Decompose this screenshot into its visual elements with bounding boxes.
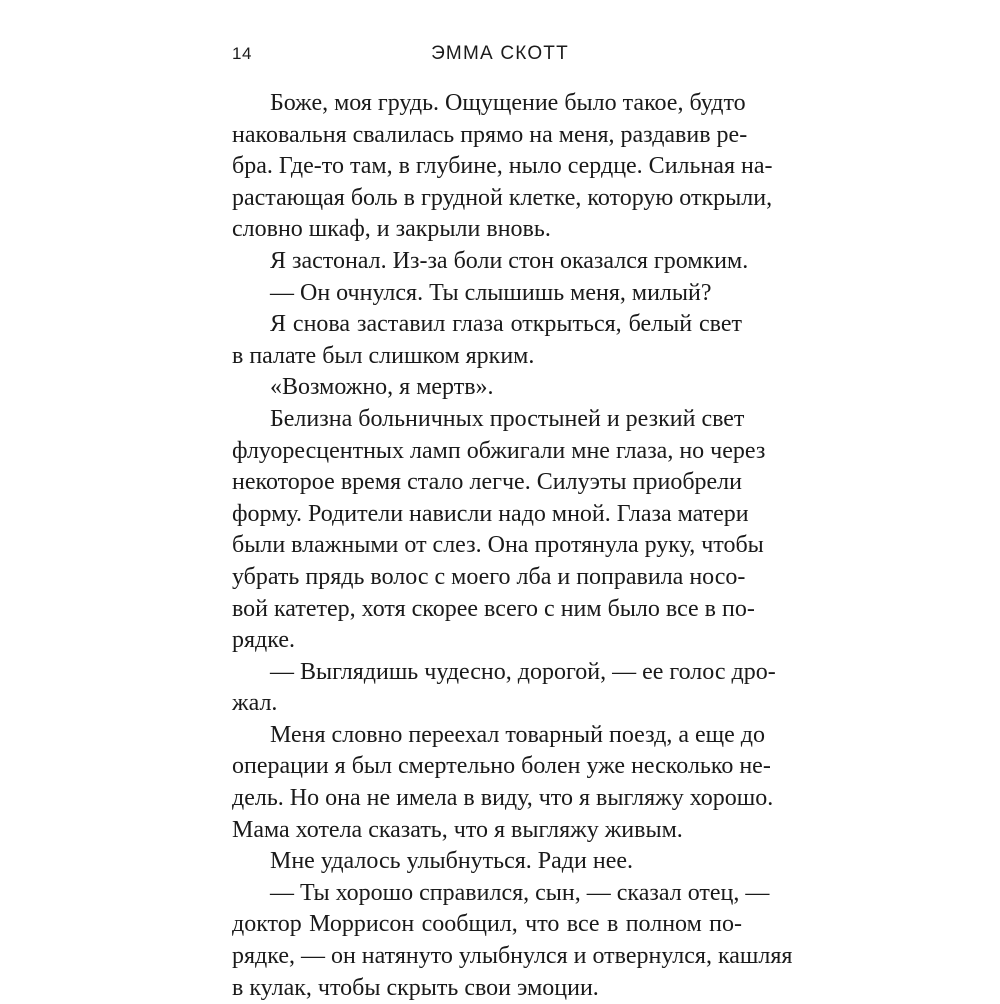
text-line: Я снова заставил глаза открыться, белый свет (270, 311, 742, 338)
text-line: рядке. (232, 627, 295, 654)
paragraph (232, 88, 773, 246)
text-line: убрать прядь волос с моего лба и поправила носо- (232, 563, 746, 590)
text-line: вой катетер, хотя скорее всего с ним было все в по- (232, 595, 755, 622)
text-line: в кулак, чтобы скрыть свои эмоции. (232, 974, 599, 1001)
body-text (232, 88, 793, 1004)
page-number: 14 (232, 44, 252, 63)
running-head: ЭММА СКОТТ (431, 43, 569, 64)
paragraph (232, 404, 766, 657)
paragraph (232, 720, 774, 846)
text-line: жал. (232, 690, 278, 717)
text-line: дель. Но она не имела в виду, что я выгляжу хорошо. (232, 785, 774, 812)
paragraph (232, 372, 742, 404)
text-line: Меня словно переехал товарный поезд, а еще до (270, 721, 766, 748)
text-line: Я застонал. Из-за боли стон оказался громким. (270, 247, 749, 274)
paragraph (232, 278, 742, 310)
text-line: — Ты хорошо справился, сын, — сказал отец, — (270, 879, 770, 906)
text-line: операции я был смертельно болен уже несколько не- (232, 753, 771, 780)
paragraph (232, 657, 776, 720)
text-line: рядке, — он натянуто улыбнулся и отвернулся, кашляя (232, 943, 793, 970)
text-line: наковальня свалилась прямо на меня, раздавив ре- (232, 121, 748, 148)
paragraph (232, 878, 793, 1004)
paragraph (232, 846, 742, 878)
text-line: бра. Где-то там, в глубине, ныло сердце. Сильная на- (232, 153, 773, 180)
text-line: в палате был слишком ярким. (232, 342, 535, 369)
text-line: «Возможно, я мертв». (270, 374, 494, 401)
text-line: растающая боль в грудной клетке, которую открыли, (232, 184, 773, 211)
text-line: некоторое время стало легче. Силуэты приобрели (232, 469, 742, 496)
text-line: Мне удалось улыбнуться. Ради нее. (270, 848, 633, 875)
text-line: Белизна больничных простыней и резкий свет (270, 405, 745, 432)
text-line: доктор Моррисон сообщил, что все в полном по- (232, 911, 742, 938)
text-line: форму. Родители нависли надо мной. Глаза матери (232, 500, 749, 527)
text-line: Мама хотела сказать, что я выгляжу живым. (232, 816, 683, 843)
paragraph (232, 309, 742, 372)
text-line: были влажными от слез. Она протянула руку, чтобы (232, 532, 764, 559)
text-line: — Выглядишь чудесно, дорогой, — ее голос дро- (270, 658, 776, 685)
paragraph (232, 246, 749, 278)
text-line: словно шкаф, и закрыли вновь. (232, 216, 551, 243)
text-line: Боже, моя грудь. Ощущение было такое, будто (270, 90, 746, 116)
text-line: — Он очнулся. Ты слышишь меня, милый? (270, 279, 712, 306)
text-line: флуоресцентных ламп обжигали мне глаза, но через (232, 437, 766, 464)
